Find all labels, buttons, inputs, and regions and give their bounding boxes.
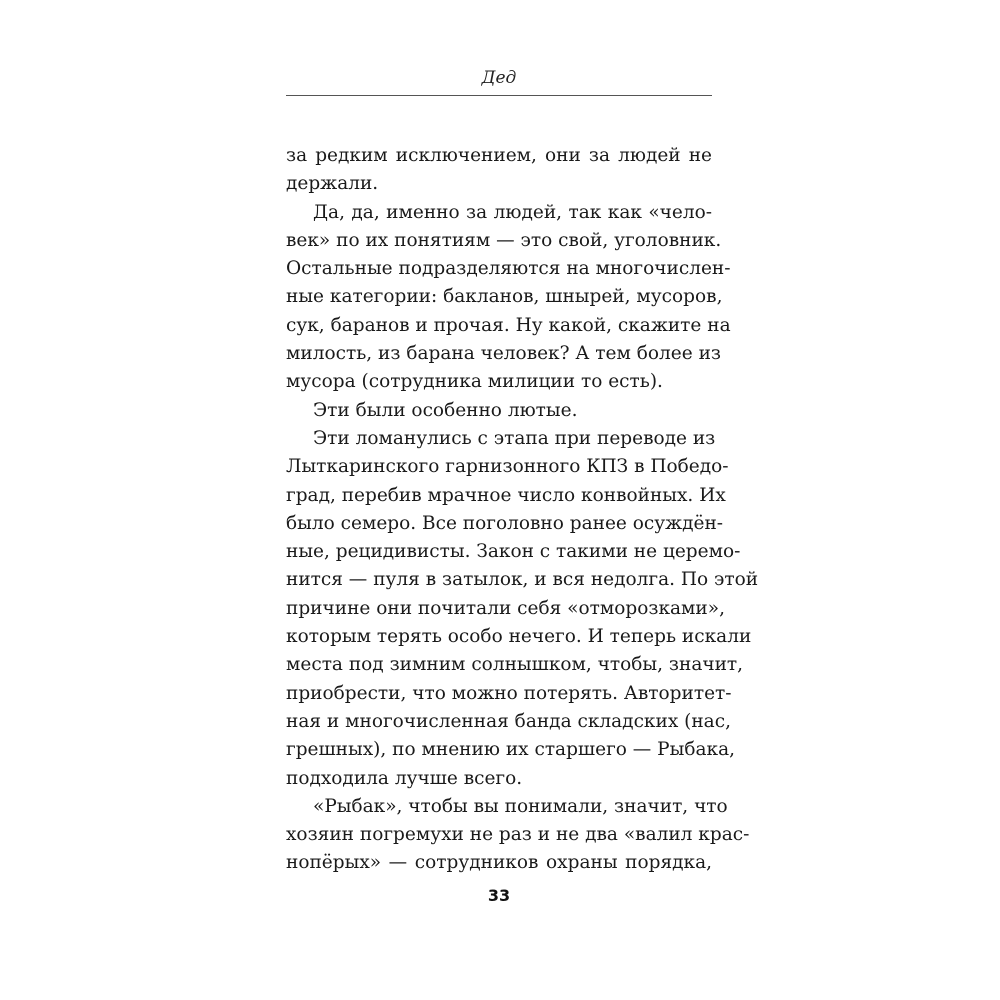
text-line: приобрести, что можно потерять. Авторитет- xyxy=(286,682,732,704)
text-line: ные категории: бакланов, шнырей, мусоров, xyxy=(286,286,723,308)
text-line: нится — пуля в затылок, и вся недолга. По этой xyxy=(286,569,759,591)
text-line: мусора (сотрудника милиции то есть). xyxy=(286,371,663,393)
text-line: ная и многочисленная банда складских (нас, xyxy=(286,710,731,732)
body-text xyxy=(286,142,759,878)
text-line: причине они почитали себя «отморозками», xyxy=(286,597,725,619)
text-line: «Рыбак», чтобы вы понимали, значит, что xyxy=(313,795,728,817)
text-line: град, перебив мрачное число конвойных. Их xyxy=(286,484,726,506)
text-line: держали. xyxy=(286,173,379,195)
text-line: Остальные подразделяются на многочислен- xyxy=(286,258,731,280)
running-head: Дед xyxy=(481,68,517,88)
text-line: ные, рецидивисты. Закон с такими не церемо- xyxy=(286,541,741,563)
text-line: хозяин погремухи не раз и не два «валил крас- xyxy=(286,824,750,846)
page-number: 33 xyxy=(487,886,511,905)
text-line: век» по их понятиям — это свой, уголовник. xyxy=(286,229,722,251)
text-line: сук, баранов и прочая. Ну какой, скажите на xyxy=(286,314,731,336)
text-line: за редким исключением, они за людей не xyxy=(286,145,712,166)
text-line: Эти ломанулись с этапа при переводе из xyxy=(313,427,716,449)
text-line: которым терять особо нечего. И теперь искали xyxy=(286,626,752,648)
text-line: нопёрых» — сотрудников охраны порядка, xyxy=(286,852,712,874)
text-line: было семеро. Все поголовно ранее осуждён- xyxy=(286,512,724,534)
text-line: Лыткаринского гарнизонного КПЗ в Победо- xyxy=(286,456,729,478)
text-line: места под зимним солнышком, чтобы, значит, xyxy=(286,654,744,676)
text-line: подходила лучше всего. xyxy=(286,767,523,789)
text-line: Эти были особенно лютые. xyxy=(313,399,578,421)
text-line: Да, да, именно за людей, так как «чело- xyxy=(313,201,712,223)
text-line: грешных), по мнению их старшего — Рыбака, xyxy=(286,739,735,761)
header-rule xyxy=(286,95,712,96)
text-line: милость, из барана человек? А тем более из xyxy=(286,343,721,365)
